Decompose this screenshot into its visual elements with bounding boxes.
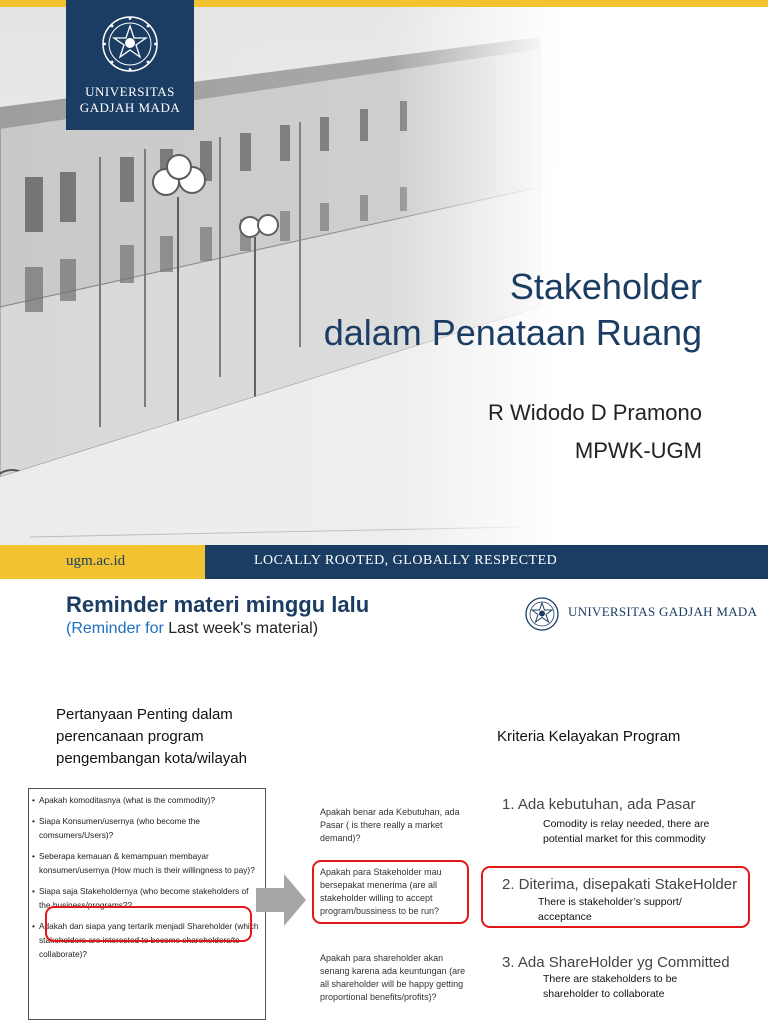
- content-slide: [0, 584, 768, 1024]
- right-arrow-icon: [256, 874, 306, 926]
- criteria-item-3: 3. Ada ShareHolder yg Committed: [502, 954, 730, 971]
- criteria-item-2: 2. Diterima, disepakati StakeHolder: [502, 876, 738, 893]
- questions-heading: Pertanyaan Penting dalam perencanaan program pengembangan kota/wilayah: [56, 706, 247, 767]
- criteria-sub-2: There is stakeholder’s support/ acceptance: [538, 896, 682, 923]
- middle-question-stakeholder: Apakah para Stakeholder mau bersepakat menerima (are all stakeholder willing to accept program/bussiness to be run?: [320, 867, 442, 916]
- criteria-heading: Kriteria Kelayakan Program: [497, 728, 681, 745]
- ugm-logo-box: [66, 0, 194, 130]
- criteria-sub-1: Comodity is relay needed, there are potential market for this commodity: [543, 818, 710, 845]
- middle-question-market: Apakah benar ada Kebutuhan, ada Pasar ( is there really a market demand)?: [320, 807, 460, 843]
- ugm-mini-emblem-icon: [524, 596, 560, 632]
- logo-line-2: GADJAH MADA: [79, 100, 181, 115]
- slide2-subtitle: [66, 620, 318, 638]
- question-item: • Siapa saja Stakeholdernya (who become stakeholders of the business/programs??: [33, 884, 249, 912]
- subtitle-paren: (: [66, 620, 72, 637]
- middle-stakeholder-highlight: [312, 860, 469, 924]
- slide-title-line-1: Stakeholder: [509, 266, 702, 307]
- subtitle-blue: Reminder for: [71, 620, 164, 637]
- logo-line-1: UNIVERSITAS: [85, 84, 175, 99]
- author-name: R Widodo D Pramono: [488, 400, 702, 425]
- stakeholder-question-highlight: [45, 906, 252, 942]
- question-item: • Siapa Konsumen/usernya (who become the comsumers/Users)?: [33, 814, 259, 842]
- ugm-mini-name: UNIVERSITAS GADJAH MADA: [568, 604, 758, 619]
- questions-list: [28, 788, 266, 1020]
- subtitle-rest: Last week's material): [163, 620, 319, 637]
- ugm-emblem-icon: [100, 14, 160, 74]
- criteria-item-1: 1. Ada kebutuhan, ada Pasar: [502, 796, 696, 813]
- question-item: • Adakah dan siapa yang tertarik menjadi Shareholder (which stakeholders are interested to become shareholders/to collaborate)?: [33, 919, 259, 961]
- criteria-stakeholder-highlight: [481, 866, 750, 928]
- footer-url[interactable]: ugm.ac.id: [66, 553, 126, 569]
- question-item: • Seberapa kemauan & kemampuan membayar konsumen/usernya (How much is their willingness to pay)?: [33, 849, 259, 877]
- slide-title-line-2: dalam Penataan Ruang: [323, 312, 702, 353]
- question-item: • Apakah komoditasnya (what is the commodity)?: [33, 793, 259, 807]
- criteria-sub-3: There are stakeholders to be shareholder to collaborate: [543, 973, 678, 1000]
- middle-question-shareholder: Apakah para shareholder akan senang karena ada keuntungan (are all shareholder will be happy getting proportional benefits/profits)?: [320, 953, 466, 1002]
- footer-tagline: LOCALLY ROOTED, GLOBALLY RESPECTED: [254, 553, 558, 568]
- author-affiliation: MPWK-UGM: [574, 438, 702, 463]
- slide2-title: Reminder materi minggu lalu: [66, 592, 370, 617]
